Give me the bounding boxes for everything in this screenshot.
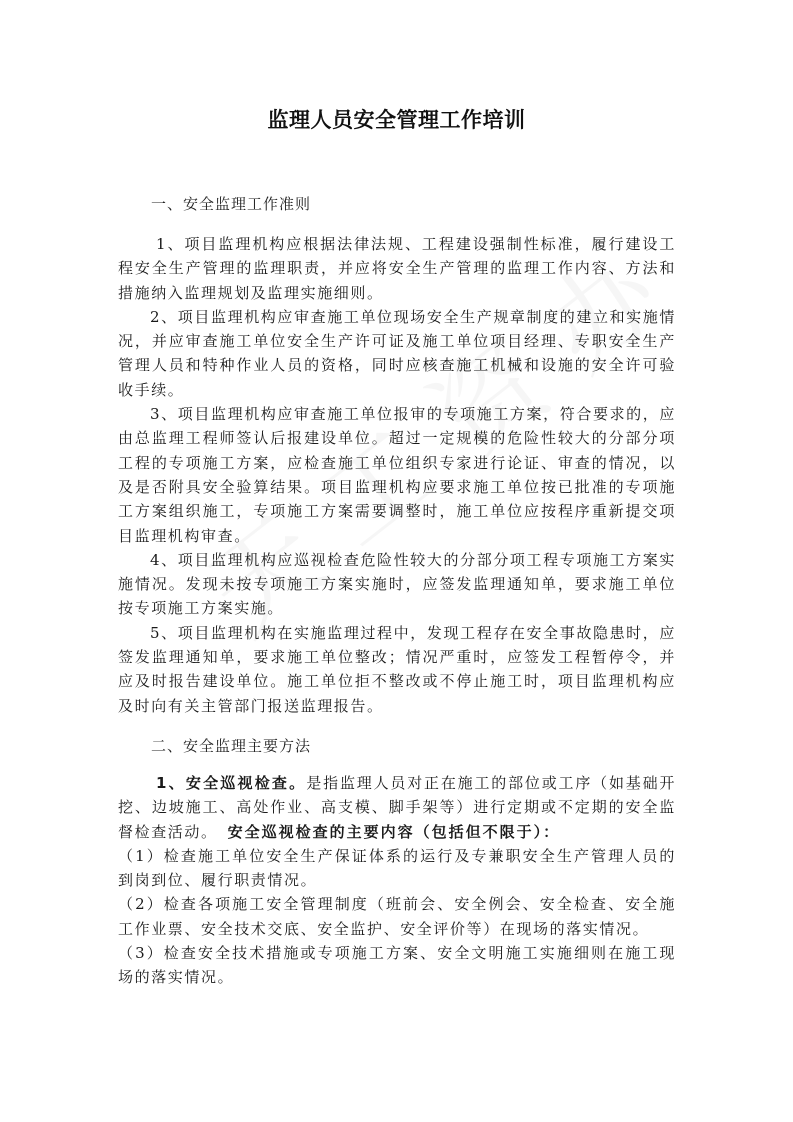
document-title: 监理人员安全管理工作培训 — [267, 108, 526, 132]
section-1-heading: 一、安全监理工作准则 — [151, 195, 312, 213]
section-1-body — [118, 232, 676, 718]
section-1-paragraph-2: 2、项目监理机构应审查施工单位现场安全生产规章制度的建立和实施情况，并应审查施工单位安全生产许可证及施工单位项目经理、专职安全生产管理人员和特种作业人员的资格，同时应核查施工机械和设施的安全许可验收手续。 — [118, 307, 676, 399]
method-1-text: 是指监理人员对正在施工的部位或工序（如基础开挖、边坡施工、高处作业、高支模、脚手架等）进行定期或不定期的安全监督检查活动。 — [118, 774, 676, 841]
section-2-heading: 二、安全监理主要方法 — [151, 737, 312, 755]
section-1-paragraph-1: 1、项目监理机构应根据法律法规、工程建设强制性标准，履行建设工程安全生产管理的监理职责，并应将安全生产管理的监理工作内容、方法和措施纳入监理规划及监理实施细则。 — [118, 235, 676, 302]
section-2-body — [118, 771, 676, 990]
method-1-paragraph — [118, 771, 676, 844]
method-1-title: 1、安全巡视检查。 — [156, 774, 307, 792]
section-1-paragraph-5: 5、项目监理机构在实施监理过程中，发现工程存在安全事故隐患时，应签发监理通知单，要求施工单位整改；情况严重时，应签发工程暂停令，并应及时报告建设单位。施工单位拒不整改或不停止施工时，项目监理机构应及时向有关主管部门报送监理报告。 — [118, 623, 676, 715]
section-1-paragraph-3: 3、项目监理机构应审查施工单位报审的专项施工方案，符合要求的，应由总监理工程师签认后报建设单位。超过一定规模的危险性较大的分部分项工程的专项施工方案，应检查施工单位组织专家进行论证、审查的情况，以及是否附具安全验算结果。项目监理机构应要求施工单位按已批准的专项施工方案组织施工，专项施工方案需要调整时，施工单位应按程序重新提交项目监理机构审查。 — [118, 405, 676, 545]
check-item-2: （2）检查各项施工安全管理制度（班前会、安全例会、安全检查、安全施工作业票、安全技术交底、安全监护、安全评价等）在现场的落实情况。 — [118, 895, 676, 938]
check-item-3: （3）检查安全技术措施或专项施工方案、安全文明施工实施细则在施工现场的落实情况。 — [118, 944, 676, 987]
check-item-1: （1）检查施工单位安全生产保证体系的运行及专兼职安全生产管理人员的到岗到位、履行职责情况。 — [118, 846, 676, 890]
method-1-content-title: 安全巡视检查的主要内容（包括但不限于）： — [227, 822, 561, 841]
section-1-paragraph-4: 4、项目监理机构应巡视检查危险性较大的分部分项工程专项施工方案实施情况。发现未按专项施工方案实施时，应签发监理通知单，要求施工单位按专项施工方案实施。 — [118, 550, 676, 618]
